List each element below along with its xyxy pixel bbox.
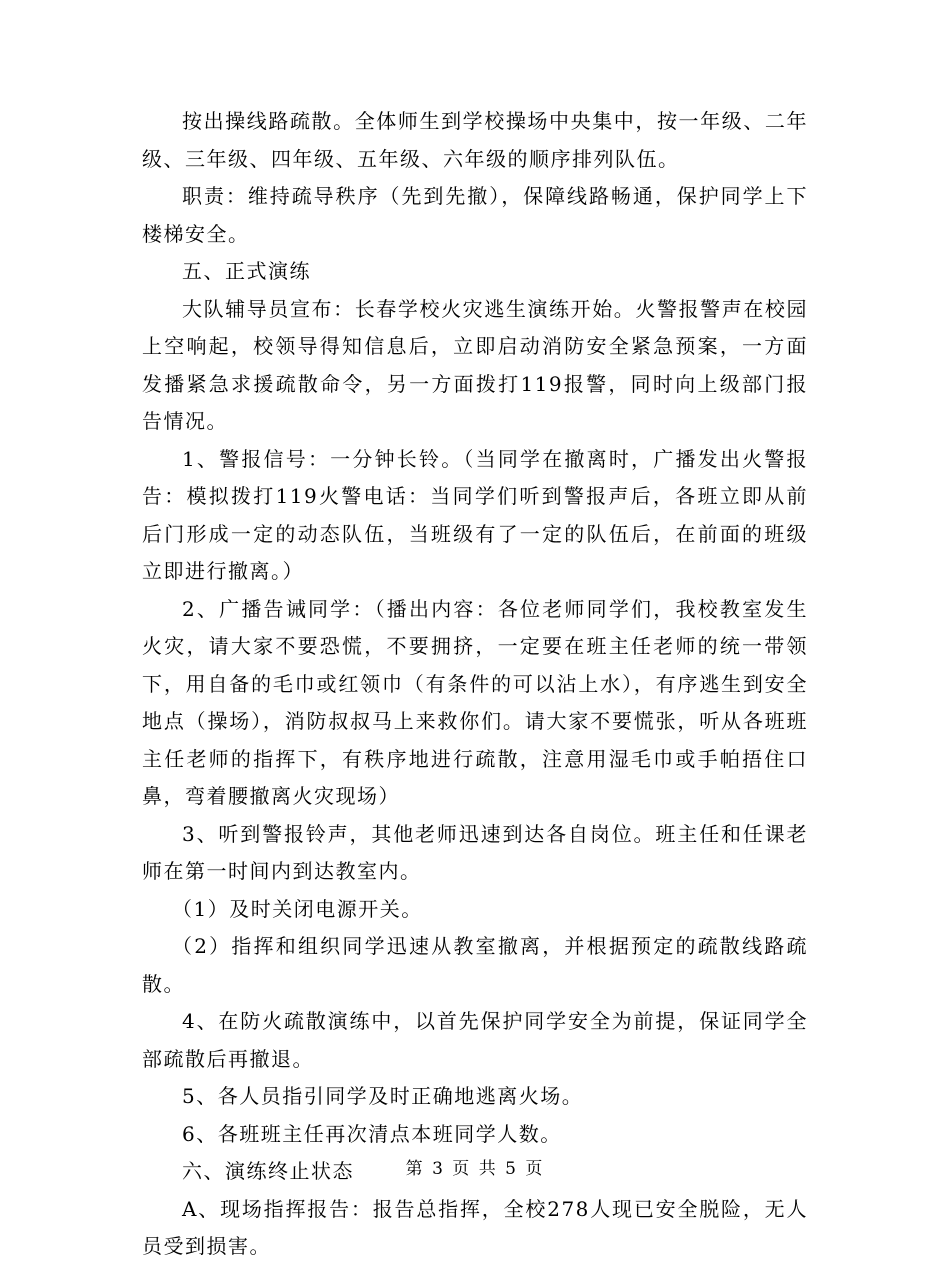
paragraph-onsite-report: A、现场指挥报告：报告总指挥，全校278人现已安全脱险，无人员受到损害。 bbox=[142, 1196, 808, 1258]
section-heading-drill-termination: 六、演练终止状态 bbox=[182, 1159, 354, 1183]
paragraph-drill-announcement: 大队辅导员宣布：长春学校火灾逃生演练开始。火警报警声在校园上空响起，校领导得知信息后，立即启动消防安全紧急预案，一方面发播紧急求援疏散命令，另一方面拨打119报警，同时向上级部门报告情况。 bbox=[142, 296, 808, 433]
page-number-footer: 第 3 页 共 5 页 bbox=[405, 1159, 545, 1179]
document-body bbox=[142, 103, 808, 1266]
paragraph-substep-1: （1）及时关闭电源开关。 bbox=[172, 896, 423, 921]
paragraph-step-4: 4、在防火疏散演练中，以首先保护同学安全为前提，保证同学全部疏散后再撤退。 bbox=[142, 1009, 808, 1071]
paragraph-step-3-teachers: 3、听到警报铃声，其他老师迅速到达各自岗位。班主任和任课老师在第一时间内到达教室内。 bbox=[142, 821, 808, 883]
paragraph-step-2-broadcast: 2、广播告诫同学：（播出内容：各位老师同学们，我校教室发生火灾，请大家不要恐慌，不要拥挤，一定要在班主任老师的统一带领下，用自备的毛巾或红领巾（有条件的可以沾上水），有序逃生到安全地点（操场），消防叔叔马上来救你们。请大家不要慌张，听从各班班主任老师的指挥下，有秩序地进行疏散，注意用湿毛巾或手帕捂住口鼻，弯着腰撤离火灾现场） bbox=[142, 596, 808, 808]
paragraph-evacuation-route: 按出操线路疏散。全体师生到学校操场中央集中，按一年级、二年级、三年级、四年级、五年级、六年级的顺序排列队伍。 bbox=[142, 109, 808, 171]
paragraph-step-5: 5、各人员指引同学及时正确地逃离火场。 bbox=[182, 1084, 584, 1108]
paragraph-step-6: 6、各班班主任再次清点本班同学人数。 bbox=[182, 1121, 562, 1146]
paragraph-step-1-alarm: 1、警报信号：一分钟长铃。（当同学在撤离时，广播发出火警报告：模拟拨打119火警电话：当同学们听到警报声后，各班立即从前后门形成一定的动态队伍，当班级有了一定的队伍后，在前面的班级立即进行撤离。） bbox=[142, 446, 808, 583]
paragraph-substep-2: （2）指挥和组织同学迅速从教室撤离，并根据预定的疏散线路疏散。 bbox=[142, 934, 808, 996]
paragraph-duties: 职责：维持疏导秩序（先到先撤），保障线路畅通，保护同学上下楼梯安全。 bbox=[142, 184, 808, 246]
section-heading-formal-drill: 五、正式演练 bbox=[182, 259, 311, 283]
